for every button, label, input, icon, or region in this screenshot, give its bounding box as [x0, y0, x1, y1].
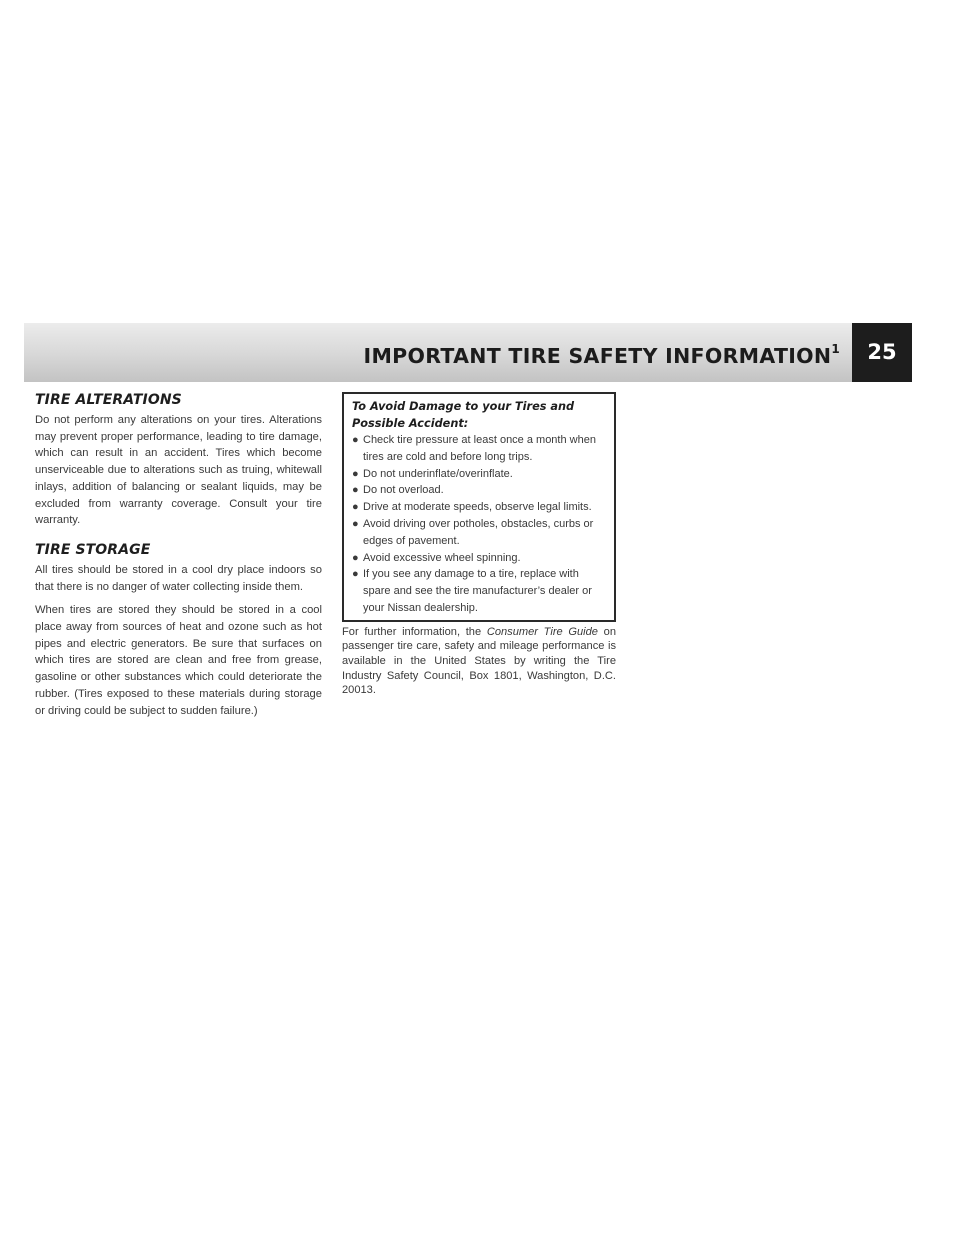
bullet-icon: ● [352, 551, 359, 564]
section-header-band [24, 323, 852, 382]
bullet-icon: ● [352, 484, 359, 497]
consumer-tire-guide-title: Consumer Tire Guide [486, 625, 598, 638]
warning-item: ● Avoid driving over potholes, obstacles, curbs or edges of pavement. [352, 517, 594, 547]
tire-alterations-body: Do not perform any alterations on your tires. Alterations may prevent proper performance, leading to tire damage, which can result in an accident. Tires which become unserviceable due to alterations such as truing, whitewall inlays, addition of balancing or sealant liquids, may be excluded from warranty coverage. Consult your tire warranty. [35, 414, 322, 527]
tire-storage-title: TIRE STORAGE [35, 541, 151, 558]
bullet-icon: ● [352, 467, 359, 480]
tire-storage-paragraph-2: When tires are stored they should be stored in a cool place away from sources of heat and ozone such as hot pipes and electric generators. Be sure that surfaces on which tires are stored are clean and free from grease, gasoline or other substances which could deteriorate the rubber. (Tires exposed to these materials during storage or driving could be subject to sudden failure.) [35, 604, 322, 717]
warning-list [352, 432, 606, 617]
warning-item: ● If you see any damage to a tire, replace with spare and see the tire manufacturer’s dealer or your Nissan dealership. [352, 568, 592, 614]
page-number: 25 [852, 323, 912, 382]
warning-title: To Avoid Damage to your Tires and Possible Accident: [352, 400, 575, 430]
further-information: For further information, the Consumer Tire Guide on passenger tire care, safety and mileage performance is available in the United States by writing the Tire Industry Safety Council, Box 1801, Washington, D.C. 20013. [342, 625, 617, 697]
bullet-icon: ● [352, 501, 359, 514]
warning-item: ● Drive at moderate speeds, observe legal limits. [352, 499, 606, 516]
warning-item: ● Check tire pressure at least once a month when tires are cold and before long trips. [352, 434, 596, 463]
bullet-icon: ● [352, 517, 359, 530]
section-header-title [364, 344, 840, 368]
footnote-marker: 1 [831, 342, 840, 357]
tire-alterations-title: TIRE ALTERATIONS [35, 392, 182, 408]
right-column [342, 392, 616, 698]
warning-item: ● Avoid excessive wheel spinning. [352, 550, 606, 567]
left-column [35, 392, 322, 719]
tire-storage-paragraph-1: All tires should be stored in a cool dry place indoors so that there is no danger of water collecting inside them. [35, 563, 322, 593]
bullet-icon: ● [352, 568, 359, 581]
warning-item: ● Do not overload. [352, 482, 606, 499]
warning-box [342, 392, 616, 622]
bullet-icon: ● [352, 434, 359, 446]
warning-item: ● Do not underinflate/overinflate. [352, 466, 606, 483]
section-header-text: IMPORTANT TIRE SAFETY INFORMATION [363, 344, 832, 368]
